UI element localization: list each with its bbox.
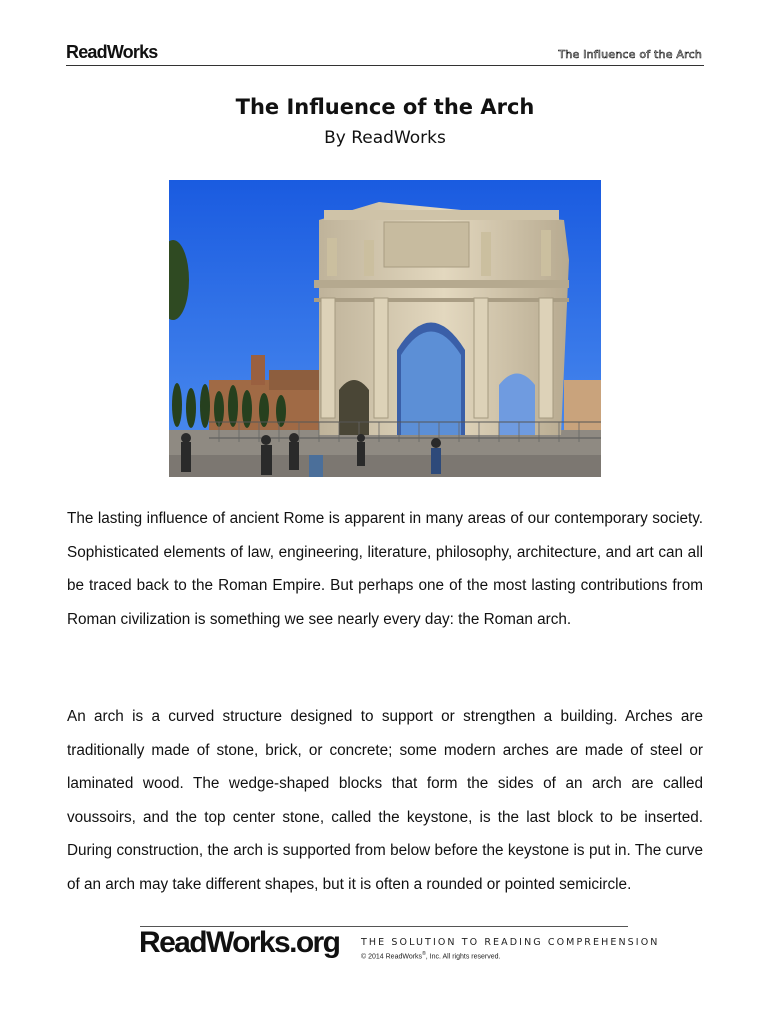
article-byline: By ReadWorks xyxy=(324,128,446,148)
copyright-suffix: , Inc. All rights reserved. xyxy=(425,953,501,961)
page-header xyxy=(66,42,704,66)
footer-tagline: THE SOLUTION TO READING COMPREHENSION xyxy=(361,937,660,948)
footer-copyright xyxy=(361,951,500,960)
running-title: The Influence of the Arch xyxy=(558,48,702,61)
paragraph-1: The lasting influence of ancient Rome is apparent in many areas of our contemporary society. Sophisticated elements of law, engineering, literature, philosophy, architecture, and art can all be traced back to the Roman Empire. But perhaps one of the most lasting contributions from Roman civilization is something we see nearly every day: the Roman arch. xyxy=(67,510,703,628)
footer-logo: ReadWorks.org xyxy=(139,926,340,959)
article-title: The Influence of the Arch xyxy=(235,95,535,119)
header-logo: ReadWorks xyxy=(66,42,158,62)
copyright-prefix: © 2014 ReadWorks xyxy=(361,953,423,961)
arch-of-constantine-photo xyxy=(169,180,601,477)
paragraph-2: An arch is a curved structure designed to support or strengthen a building. Arches are traditionally made of stone, brick, or concrete; some modern arches are made of steel or laminated wood. The wedge-shaped blocks that form the sides of an arch are called voussoirs, and the top center stone, called the keystone, is the last block to be inserted. During construction, the arch is supported from below before the keystone is put in. The curve of an arch may take different shapes, but it is often a rounded or pointed semicircle. xyxy=(67,708,703,893)
registered-mark: ® xyxy=(422,951,426,957)
